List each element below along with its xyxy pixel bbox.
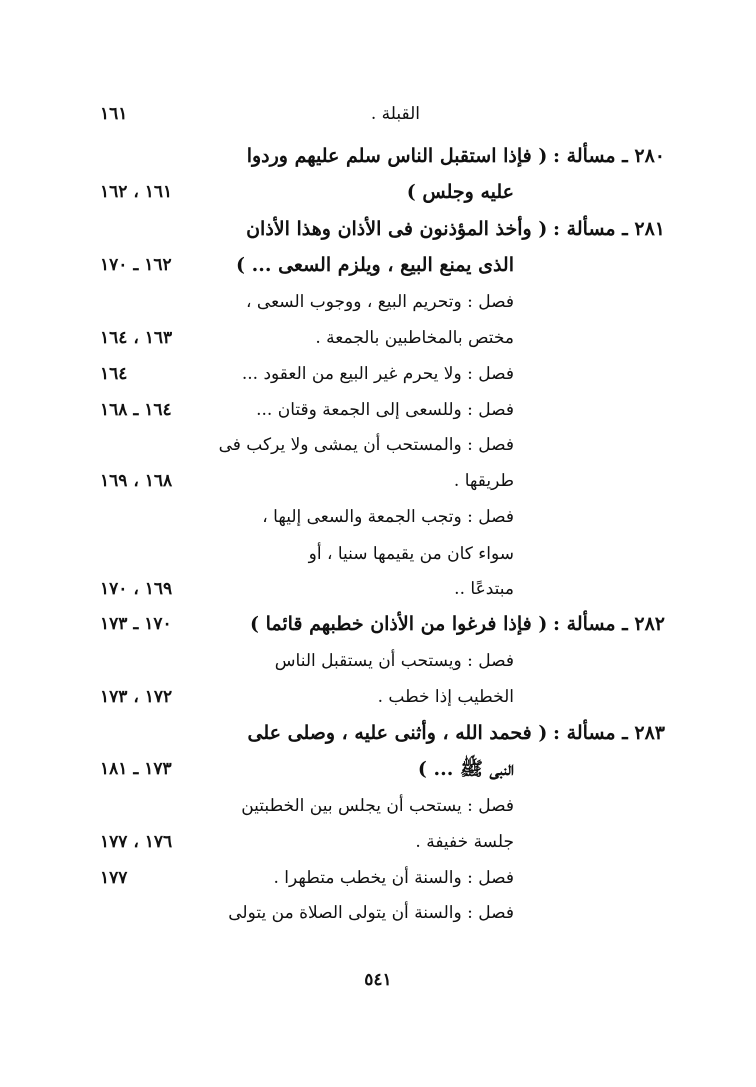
page-reference: ١٦٣ ، ١٦٤ xyxy=(100,328,173,348)
masala-label: ٢٨٢ ـ مسألة : xyxy=(553,613,665,635)
page-reference: ١٧٧ xyxy=(100,868,128,888)
entry-text: فصل : ولا يحرم غير البيع من العقود ... xyxy=(241,364,514,384)
index-entry-fasl xyxy=(0,860,756,896)
entry-text: جلسة خفيفة . xyxy=(415,832,514,852)
entry-text: فصل : وتحريم البيع ، ووجوب السعى ، xyxy=(246,292,514,312)
entry-text: فصل : والسنة أن يخطب متطهرا . xyxy=(273,868,514,888)
masala-quote: ( فإذا فرغوا من الأذان خطبهم قائما ) xyxy=(249,613,548,635)
entry-text: القبلة . xyxy=(370,104,420,124)
masala-label: ٢٨١ ـ مسألة : xyxy=(553,218,665,240)
entry-text: فصل : ويستحب أن يستقبل الناس xyxy=(274,651,514,671)
index-entry-fasl xyxy=(0,392,756,428)
entry-heading xyxy=(247,138,665,175)
masala-label: ٢٨٣ ـ مسألة : xyxy=(553,722,665,744)
entry-text: فصل : والمستحب أن يمشى ولا يركب فى xyxy=(218,435,514,455)
entry-text: النبى ﷺ ... ) xyxy=(417,758,514,780)
entry-text: فصل : والسنة أن يتولى الصلاة من يتولى xyxy=(228,903,514,923)
page-reference: ١٦٤ ـ ١٦٨ xyxy=(100,400,172,420)
page-reference: ١٦٤ xyxy=(100,364,128,384)
index-entry-ind xyxy=(0,824,756,860)
index-entry-ind xyxy=(0,571,756,607)
page-reference: ١٦٢ ـ ١٧٠ xyxy=(100,255,172,275)
index-entry-ind xyxy=(0,320,756,356)
index-entry-cont xyxy=(0,174,756,210)
entry-text: مختص بالمخاطبين بالجمعة . xyxy=(315,328,514,348)
entry-text: طريقها . xyxy=(453,471,514,491)
index-entry-head xyxy=(0,211,756,247)
page-reference: ١٦١ xyxy=(100,104,128,124)
page-reference: ١٧٣ ـ ١٨١ xyxy=(100,759,172,779)
index-entry-plain xyxy=(0,96,756,132)
index-entry-head xyxy=(0,138,756,174)
index-entry-fasl xyxy=(0,284,756,320)
page-reference: ١٧٢ ، ١٧٣ xyxy=(100,687,173,707)
entry-text: عليه وجلس ) xyxy=(406,181,514,203)
masala-quote: ( فإذا استقبل الناس سلم عليهم وردوا xyxy=(246,145,548,167)
entry-text: مبتدعًا .. xyxy=(454,579,514,599)
index-entry-fasl xyxy=(0,895,756,931)
entry-heading xyxy=(250,606,665,643)
entry-text: الخطيب إذا خطب . xyxy=(377,687,514,707)
index-entry-fasl xyxy=(0,788,756,824)
index-entry-fasl xyxy=(0,356,756,392)
index-entry-fasl xyxy=(0,643,756,679)
page-reference: ١٧٦ ، ١٧٧ xyxy=(100,832,173,852)
index-entry-fasl xyxy=(0,427,756,463)
entry-heading xyxy=(248,715,665,752)
masala-quote: ( فحمد الله ، وأثنى عليه ، وصلى على xyxy=(247,722,548,744)
entry-text: فصل : يستحب أن يجلس بين الخطبتين xyxy=(241,796,514,816)
page-reference: ١٧٠ ـ ١٧٣ xyxy=(100,614,172,634)
page-number: ٥٤١ xyxy=(364,970,392,990)
index-entry-ind xyxy=(0,679,756,715)
index-entry-ind xyxy=(0,536,756,572)
entry-text: سواء كان من يقيمها سنيا ، أو xyxy=(308,544,514,564)
index-entry-ind xyxy=(0,463,756,499)
entry-text: الذى يمنع البيع ، ويلزم السعى ... ) xyxy=(236,254,514,276)
masala-quote: ( وأخذ المؤذنون فى الأذان وهذا الأذان xyxy=(246,218,548,240)
page-reference: ١٦٨ ، ١٦٩ xyxy=(100,471,173,491)
index-entry-cont xyxy=(0,751,756,787)
page-reference: ١٦٩ ، ١٧٠ xyxy=(100,579,173,599)
index-entry-head xyxy=(0,606,756,642)
entry-text: فصل : وللسعى إلى الجمعة وقتان ... xyxy=(256,400,514,420)
index-entry-cont xyxy=(0,247,756,283)
index-entry-head xyxy=(0,715,756,751)
entry-heading xyxy=(246,211,665,248)
entry-text: فصل : وتجب الجمعة والسعى إليها ، xyxy=(262,507,514,527)
page-reference: ١٦١ ، ١٦٢ xyxy=(100,182,173,202)
index-entry-fasl xyxy=(0,499,756,535)
masala-label: ٢٨٠ ـ مسألة : xyxy=(553,145,665,167)
